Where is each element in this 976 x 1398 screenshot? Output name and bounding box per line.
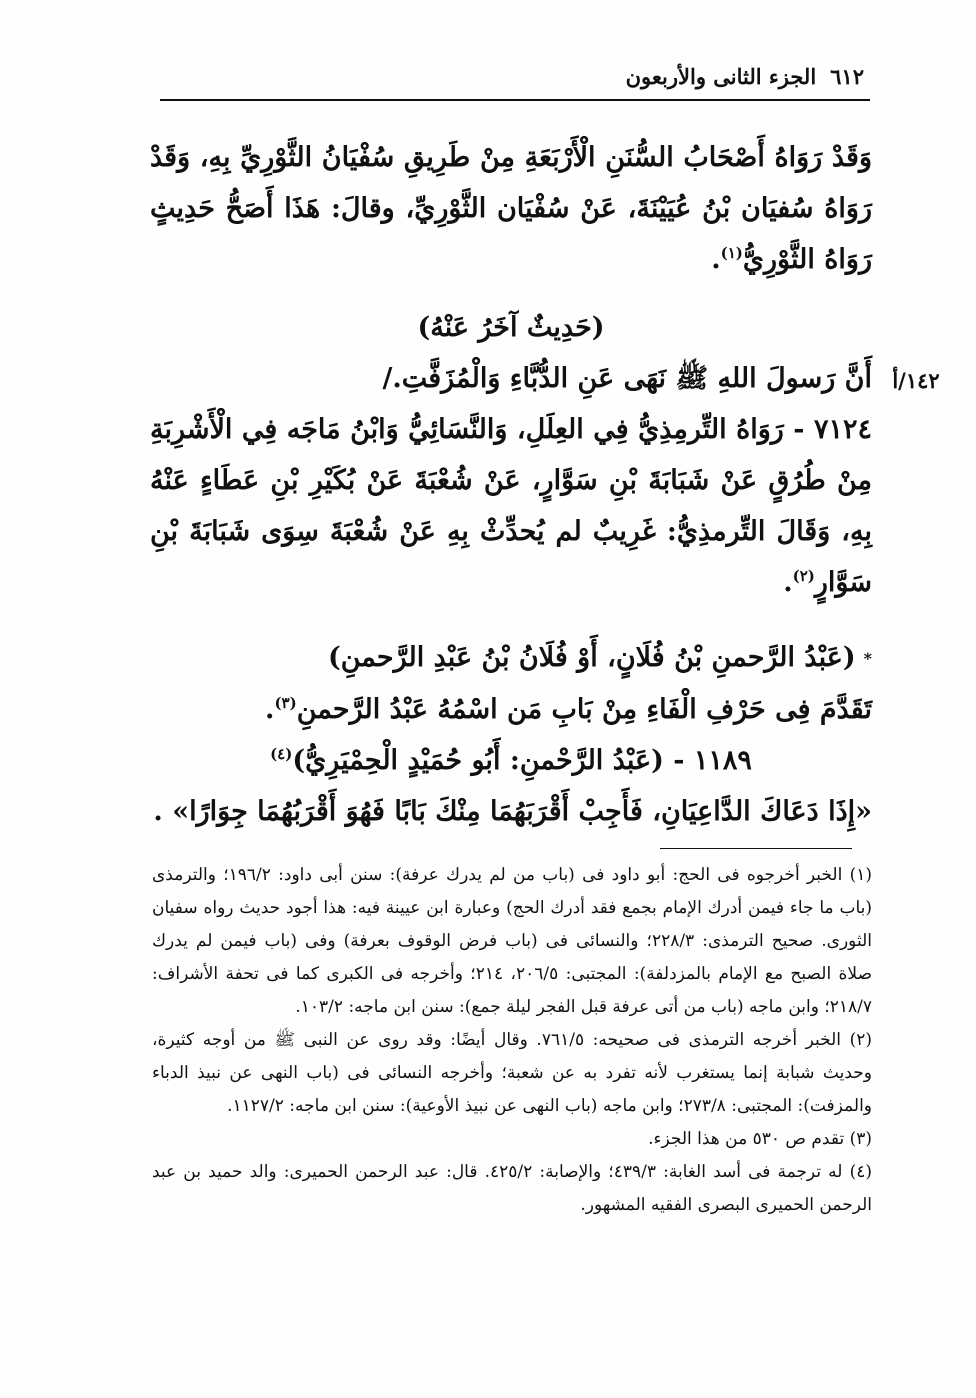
hadith-text: أَنَّ رَسولَ اللهِ ﷺ نَهَى عَنِ الدُّبَّاءِ وَالْمُزَفَّتِ./ <box>382 363 872 394</box>
footnote: (٢) الخبر أخرجه الترمذى فى صحيحه: ٧٦١/٥. وقال أيضًا: وقد روى عن النبى ﷺ من أوجه كثيرة، وحديث شبابة إنما يستغرب لأنه تفرد به عن شعبة؛ وأخرجه النسائى فى (باب النهى عن نبيذ الدباء والمزفت): المجتبى: ٢٧٣/٨؛ وابن ماجه (باب النهى عن نبيذ الأوعية): سنن ابن ماجه: ١١٢٧/٢. <box>152 1030 872 1116</box>
header-rule <box>160 99 870 101</box>
footnotes <box>152 859 872 1222</box>
section-cross-reference: تَقَدَّمَ فِى حَرْفِ الْفَاءِ مِنْ بَابِ مَن اسْمُهُ عَبْدُ الرَّحمنِ$^{(٣)}$. <box>265 694 872 725</box>
footnote-ref-3[interactable]: (٣) <box>274 694 297 712</box>
star-marker: * <box>863 649 872 668</box>
running-title: الجزء الثانى والأربعون <box>625 64 817 89</box>
section-heading: *(عَبْدُ الرَّحمنِ بْنُ فُلَانٍ، أَوْ فُلَانُ بْنُ عَبْدِ الرَّحمنِ) <box>327 642 872 673</box>
entry-title: ١١٨٩ - (عَبْدُ الرَّحْمنِ: أَبُو حُمَيْدٍ الْحِمْيَرِيُّ)$^{(٤)}$ <box>270 745 752 776</box>
footnote-ref-2[interactable]: (٢) <box>792 567 815 585</box>
footnote-ref-4[interactable]: (٤) <box>270 745 293 763</box>
paragraph-riwayah: وَقَدْ رَوَاهُ أَصْحَابُ السُّنَنِ الْأَرْبَعَةِ مِنْ طَرِيقِ سُفْيَانُ الثَّوْرِيِّ بِهِ، وَقَدْ رَوَاهُ سُفيَان بْنُ عُيَيْنَةَ، عَنْ سُفْيَان الثَّوْرِيِّ، وقالَ: هَذَا أَصَحُّ حَدِيثٍ رَوَاهُ الثَّوْرِيُّ$^{(١)}$. <box>150 142 872 275</box>
margin-folio-note: ١٤٢/أ <box>892 368 940 393</box>
entry-hadith-text: «إِذَا دَعَاكَ الدَّاعِيَانِ، فَأَجِبْ أَقْرَبَهُمَا مِنْكَ بَابًا فَهُوَ أَقْرَبُهُمَا جِوَارًا» . <box>153 796 872 827</box>
footnote-ref-1[interactable]: (١) <box>720 244 743 262</box>
paragraph-takhrij: ٧١٢٤ - رَوَاهُ التِّرمِذِيُّ فِي العِلَلِ، وَالنَّسَائِيُّ وَابْنُ مَاجَه فِي الْأَشْرِبَةِ مِنْ طُرُقٍ عَنْ شَبَابَةَ بْنِ سَوَّارٍ، عَنْ شُعْبَةَ عَنْ بُكَيْرِ بْنِ عَطَاءٍ عَنْهُ بِهِ، وَقَالَ التِّرمذِيُّ: غَرِيبٌ لم يُحدِّثْ بِهِ عَنْ شُعْبَةَ سِوَى شَبَابَةَ بْنِ سَوَّارٍ$^{(٢)}$. <box>150 414 872 598</box>
page-header <box>604 64 864 98</box>
footnote: (١) الخبر أخرجوه فى الحج: أبو داود فى (باب من لم يدرك عرفة): سنن أبى داود: ١٩٦/٢؛ والترمذى (باب ما جاء فيمن أدرك الإمام بجمع فقد أدرك الحج) وعبارة ابن عيينة فيه: هذا أجود حديث رواه سفيان الثورى. صحيح الترمذى: ٢٢٨/٣؛ والنسائى فى (باب فرض الوقوف بعرفة) وفى (باب فيمن لم يدرك صلاة الصبح مع الإمام بالمزدلفة): المجتبى: ٢٠٦/٥، ٢١٤؛ وأخرجه فى الكبرى كما فى تحفة الأشراف: ٢١٨/٧؛ وابن ماجه (باب من أتى عرفة قبل الفجر ليلة جمع): سنن ابن ماجه: ١٠٣/٢. <box>152 865 873 1017</box>
footnote: (٣) تقدم ص ٥٣٠ من هذا الجزء. <box>648 1129 872 1149</box>
page-number: ٦١٢ <box>830 64 864 89</box>
footnote: (٤) له ترجمة فى أسد الغابة: ٤٣٩/٣؛ والإصابة: ٤٢٥/٢. قال: عبد الرحمن الحميرى: والد حميد بن عبد الرحمن الحميرى البصرى الفقيه المشهور. <box>152 1162 872 1215</box>
footnote-rule <box>660 848 852 849</box>
main-text <box>150 132 872 837</box>
hadith-title: (حَدِيثٌ آخَرُ عَنْهُ) <box>417 312 605 343</box>
